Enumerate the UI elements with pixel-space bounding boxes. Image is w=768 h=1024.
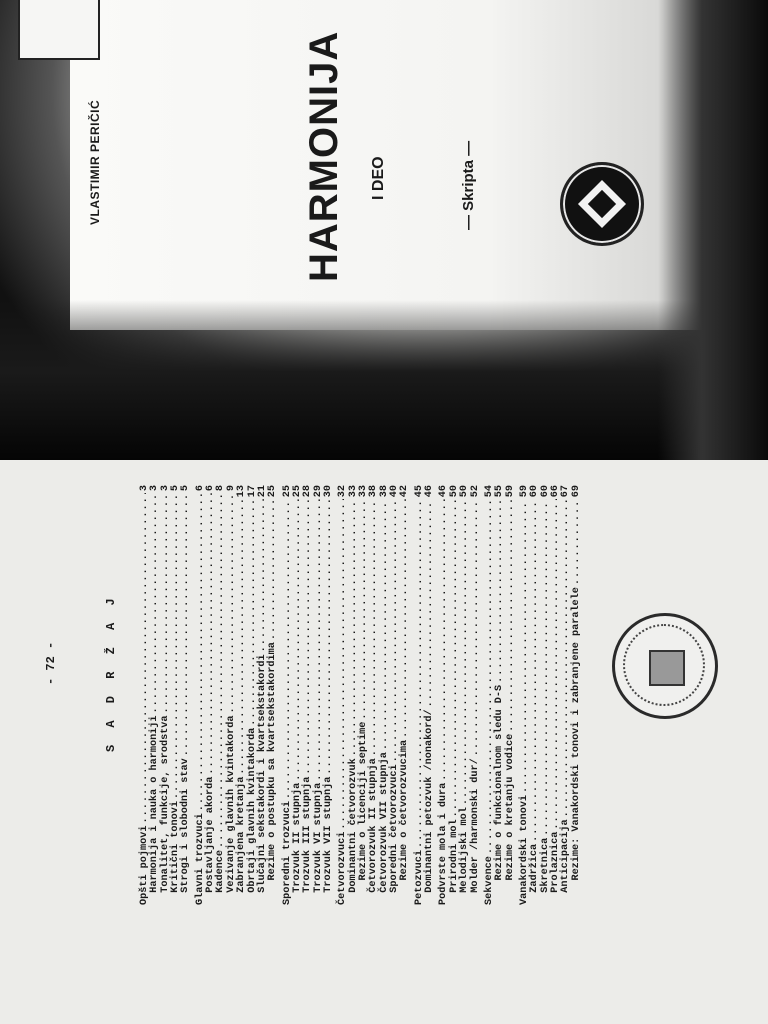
cover-subtitle: — Skripta — — [460, 140, 477, 230]
contents-entry-label: Trozvuk II stupnja — [291, 782, 303, 905]
library-label-box — [18, 0, 100, 60]
contents-entry-label: Obrtaji glavnih kvintakorda — [246, 727, 258, 905]
contents-entry-label: Sekvence — [483, 856, 495, 905]
contents-entry-page: 32 — [337, 485, 349, 498]
contents-entry — [268, 485, 278, 905]
contents-entry-label: Prirodni mol — [448, 819, 460, 905]
contents-entry-leader — [324, 499, 334, 774]
contents-entry-page: 30 — [322, 485, 334, 498]
contents-entry-page: 46 — [438, 485, 450, 498]
cover-emblem-icon — [560, 162, 644, 246]
contents-entry-leader — [227, 493, 237, 713]
contents-entry-leader — [551, 499, 561, 829]
contents-heading: S A D R Ž A J — [104, 593, 118, 752]
contents-entry — [506, 485, 516, 905]
contents-entry-label: Trozvuk VII stupnja — [322, 776, 334, 905]
contents-entry — [150, 485, 160, 905]
contents-entry-page: 38 — [378, 485, 390, 498]
contents-entry-page: 40 — [389, 485, 401, 498]
contents-entry-leader — [181, 493, 191, 756]
contents-entry-page: 67 — [560, 485, 572, 498]
contents-entry-page: 6 — [194, 485, 206, 492]
contents-entry — [248, 485, 258, 905]
contents-entry-leader — [150, 493, 160, 713]
contents-entry-page: 3 — [159, 485, 171, 492]
contents-entry-label: Dominantni četvorozvuk — [347, 758, 359, 905]
contents-entry-leader — [520, 499, 530, 793]
contents-entry-label: Trozvuk VI stupnja — [312, 782, 324, 905]
contents-entry-leader — [400, 499, 410, 738]
contents-entry-page: 5 — [170, 485, 182, 492]
contents-entry-label: Melodijski mol — [459, 807, 471, 905]
contents-entry-leader — [495, 499, 505, 683]
contents-entry — [181, 485, 191, 905]
contents-entry-page: 28 — [302, 485, 314, 498]
contents-entry — [303, 485, 313, 905]
contents-entry-leader — [380, 499, 390, 750]
contents-entry — [237, 485, 247, 905]
contents-entry-label: Petozvuci — [413, 849, 425, 905]
contents-entry-label: Molder /harmonski dur/ — [469, 758, 481, 905]
contents-entry-page: 59 — [518, 485, 530, 498]
contents-entry-label: Glavni trozvuci — [194, 813, 206, 905]
contents-entry-leader — [161, 493, 171, 713]
contents-entry-page: 60 — [529, 485, 541, 498]
contents-entry-page: 3 — [149, 485, 161, 492]
contents-entry-leader — [237, 499, 247, 774]
contents-entry-leader — [349, 499, 359, 756]
contents-entry-label: Harmonija i nauka o harmoniji — [149, 715, 161, 905]
contents-entry — [561, 485, 571, 905]
cover-right-shadow — [658, 0, 768, 460]
contents-entry-label: Slučajni sekstakordi i kvartsekstakordi — [256, 654, 268, 905]
contents-entry — [471, 485, 481, 905]
contents-entry-label: Anticipacija — [560, 819, 572, 905]
contents-entry-page: 42 — [399, 485, 411, 498]
contents-entry-label: Rezime o kretanju vodice — [504, 733, 516, 905]
contents-entry-leader — [561, 499, 571, 817]
contents-entry-label: Kritični tonovi — [170, 801, 182, 905]
contents-entry-page: 33 — [347, 485, 359, 498]
contents-entry — [572, 485, 582, 905]
contents-entry-page: 52 — [469, 485, 481, 498]
contents-entry-page: 50 — [448, 485, 460, 498]
contents-entry-page: 21 — [256, 485, 268, 498]
contents-entry — [400, 485, 410, 905]
contents-entry-page: 9 — [225, 485, 237, 492]
contents-entry-label: Tonalitet, funkcije, srodstva — [159, 715, 171, 905]
contents-entry-label: Četvorozvuk VII stupnja — [378, 752, 390, 905]
contents-entry-leader — [293, 499, 303, 780]
cover-page — [0, 0, 768, 460]
contents-entry — [338, 485, 348, 905]
stamp-center-icon — [649, 650, 685, 686]
contents-entry-page: 33 — [358, 485, 369, 498]
contents-entry-leader — [359, 499, 369, 719]
contents-entry-leader — [530, 499, 540, 842]
contents-entry-leader — [283, 499, 293, 799]
contents-entry-page: 54 — [483, 485, 495, 498]
contents-entry-label: Rezime o licenciji septime — [358, 721, 369, 905]
contents-entry-label: Četvorozvuci — [337, 831, 349, 905]
contents-entry-page: 17 — [246, 485, 258, 498]
contents-entry-leader — [268, 499, 278, 640]
contents-entry-leader — [450, 499, 460, 817]
contents-entry — [216, 485, 226, 905]
contents-entry-label: Sporedni trozvuci — [281, 801, 293, 905]
contents-entry-label: Kadence — [215, 849, 227, 905]
contents-entry-leader — [460, 499, 470, 805]
contents-entry-leader — [338, 499, 348, 829]
contents-entry-leader — [216, 493, 226, 848]
contents-entry-label: Rezime o postupku sa kvartsekstakordima — [267, 642, 279, 905]
contents-entry — [530, 485, 540, 905]
contents-entry-leader — [196, 493, 206, 811]
contents-entry — [495, 485, 505, 905]
contents-entry-page: 25 — [281, 485, 293, 498]
contents-entry-label: Podvrste mola i dura — [438, 782, 450, 905]
contents-entry-page: 25 — [267, 485, 279, 498]
contents-entry-leader — [439, 499, 449, 780]
contents-entry-page: 60 — [539, 485, 551, 498]
contents-entry-label: Sporedni četvorozvuci — [389, 764, 401, 905]
contents-entry-page: 13 — [236, 485, 248, 498]
contents-entry-leader — [425, 499, 435, 707]
contents-entry-label: Rezime o četvorozvucima — [399, 739, 411, 905]
contents-entry-page: 55 — [494, 485, 506, 498]
contents-entry-label: Rezime o funkcionalnom sledu D-S — [494, 684, 506, 905]
contents-entry-leader — [541, 499, 551, 836]
contents-entry-page: 29 — [312, 485, 324, 498]
contents-entry-label: Zabranjena kretanja — [236, 776, 248, 905]
contents-entry-leader — [314, 499, 324, 780]
cover-title: HARMONIJA — [302, 30, 346, 282]
contents-entry-leader — [369, 499, 379, 756]
contents-entry-label: Strogi i slobodni stav — [180, 758, 192, 905]
contents-entry-page: 66 — [549, 485, 561, 498]
contents-entry — [369, 485, 379, 905]
contents-entry-leader — [171, 493, 181, 799]
contents-entry-leader — [572, 499, 582, 585]
contents-entry-label: Postavljanje akorda — [205, 776, 217, 905]
contents-entry-label: Vezivanje glavnih kvintakorda — [225, 715, 237, 905]
cover-part: I DEO — [370, 156, 387, 200]
contents-entry-label: Vanakordski tonovi — [518, 794, 530, 905]
contents-entry-page: 45 — [413, 485, 425, 498]
contents-entry-label: Rezime: Vanakordski tonovi i zabranjene paralele — [570, 587, 582, 905]
contents-entry-page: 6 — [205, 485, 217, 492]
contents-entry — [460, 485, 470, 905]
contents-entry-page: 25 — [291, 485, 303, 498]
contents-entry-page: 38 — [368, 485, 380, 498]
contents-entry-page: 5 — [180, 485, 192, 492]
contents-entry-leader — [390, 499, 400, 762]
contents-entry-label: Četvorozvuk II stupnja — [368, 758, 380, 905]
contents-entry-label: Dominantni petozvuk /nonakord/ — [424, 709, 436, 905]
contents-entry-leader — [206, 493, 216, 774]
library-stamp-icon — [612, 613, 718, 719]
contents-entry-label: Trozvuk III stupnja — [302, 776, 314, 905]
contents-entry — [425, 485, 435, 905]
cover-dark-band — [0, 300, 768, 460]
contents-entry-page: 50 — [459, 485, 471, 498]
contents-entry-label: Opšti pojmovi — [139, 825, 150, 905]
contents-entry-leader — [303, 499, 313, 774]
contents-entry — [439, 485, 449, 905]
contents-entry-page: 69 — [570, 485, 582, 498]
cover-author: VLASTIMIR PERIČIĆ — [88, 99, 102, 225]
contents-entry-label: Prolaznica — [549, 831, 561, 905]
contents-entry-label: Zadržica — [529, 843, 541, 905]
contents-entry-page: 8 — [215, 485, 227, 492]
contents-entry — [520, 485, 530, 905]
contents-entry-page: 59 — [504, 485, 516, 498]
contents-entry — [206, 485, 216, 905]
contents-entry-page: 3 — [139, 485, 150, 492]
contents-entry-leader — [471, 499, 481, 756]
contents-entry-leader — [248, 499, 258, 725]
page-number: - 72 - — [44, 641, 58, 685]
contents-entry-page: 46 — [424, 485, 436, 498]
contents-entry-leader — [258, 499, 268, 652]
contents-entry-label: Skretnica — [539, 837, 551, 905]
contents-entry-leader — [506, 499, 516, 732]
contents-entry — [324, 485, 334, 905]
